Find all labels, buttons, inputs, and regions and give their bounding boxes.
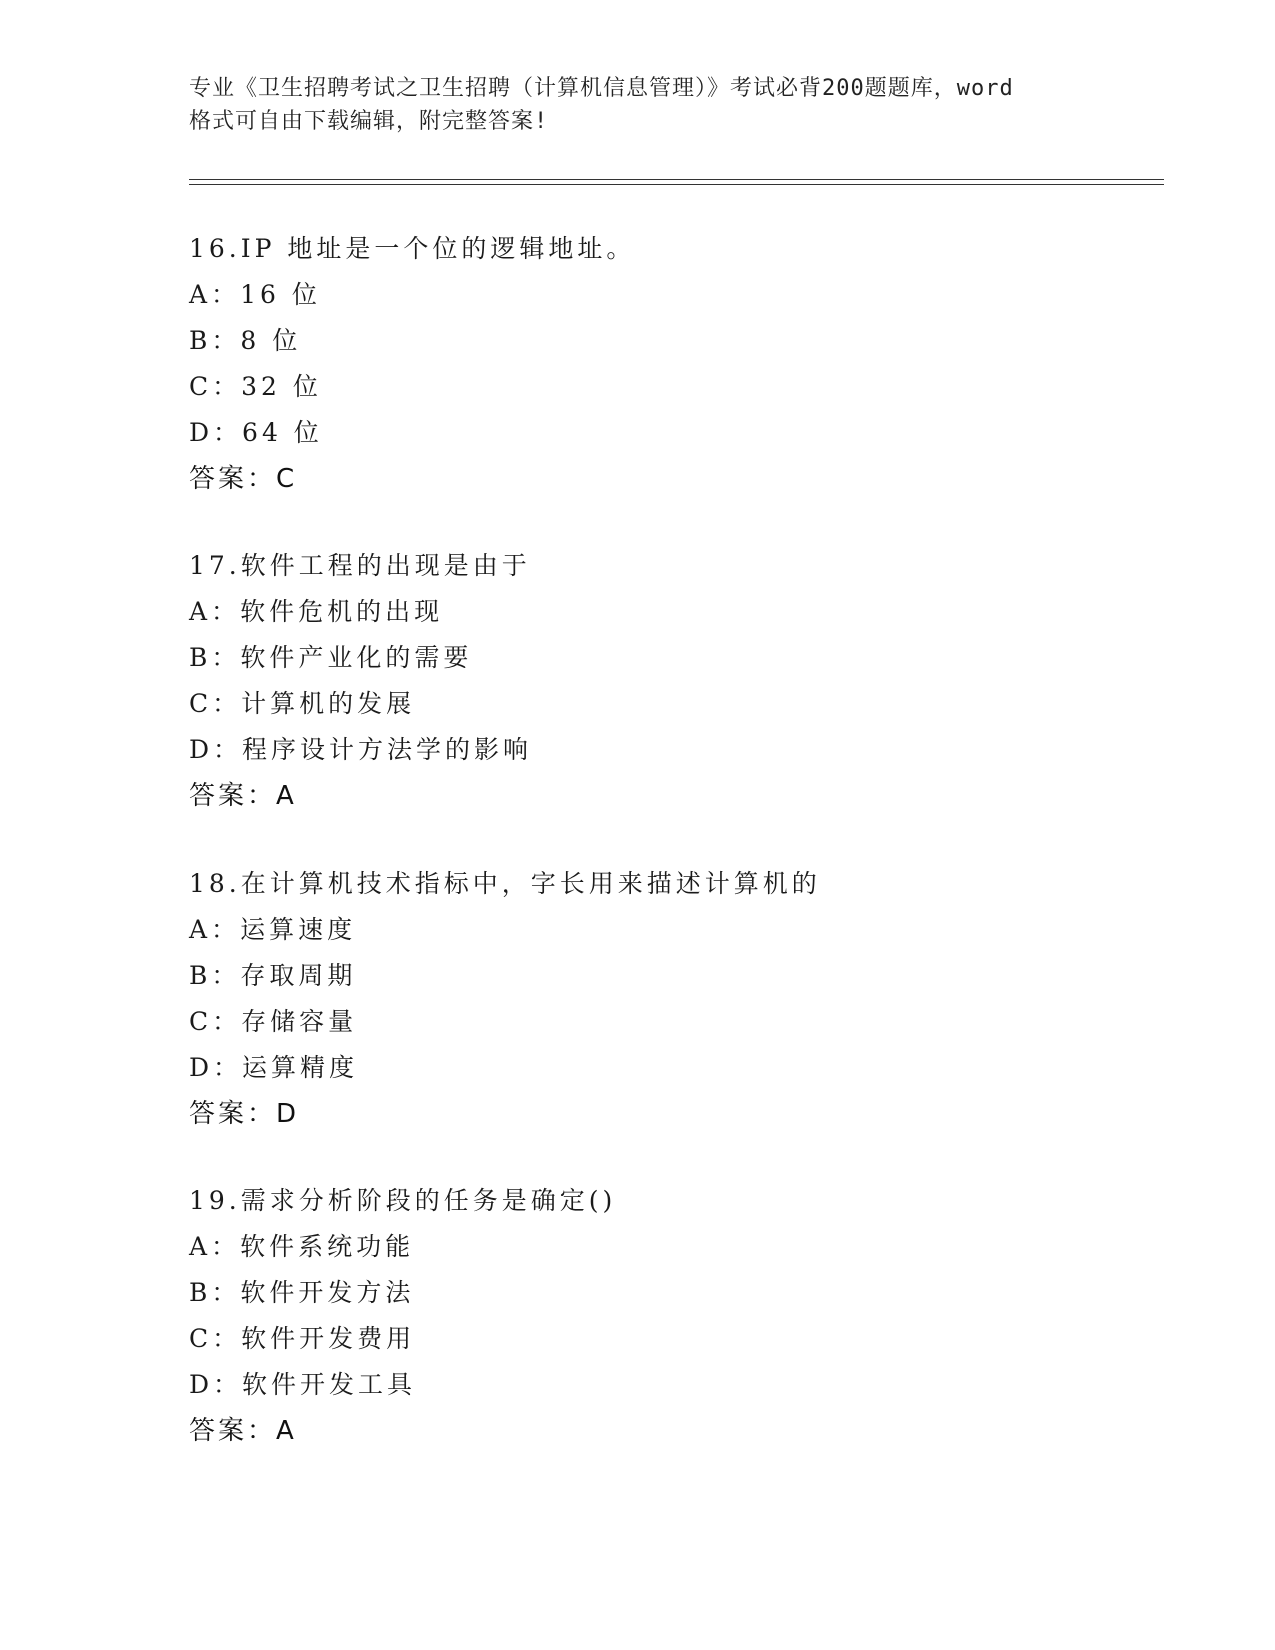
option-text: 软件开发方法 bbox=[240, 1278, 415, 1307]
option-b bbox=[189, 635, 1149, 681]
option-d bbox=[189, 727, 1149, 773]
option-text: 16 位 bbox=[240, 280, 321, 309]
option-key: C： bbox=[189, 1007, 242, 1036]
answer-line: 答案：A bbox=[189, 781, 297, 811]
option-key: A： bbox=[189, 280, 241, 309]
option-key: A： bbox=[189, 1232, 241, 1261]
option-text: 软件产业化的需要 bbox=[240, 643, 473, 672]
header-line-1: 专业《卫生招聘考试之卫生招聘（计算机信息管理）》考试必背200题题库，word bbox=[189, 76, 1014, 101]
answer-line: 答案：D bbox=[189, 1099, 300, 1129]
option-key: D： bbox=[189, 1370, 243, 1399]
option-text: 运算速度 bbox=[240, 915, 357, 944]
option-key: C： bbox=[189, 372, 242, 401]
option-b bbox=[189, 318, 1149, 364]
option-text: 存取周期 bbox=[240, 961, 357, 990]
question-stem: 16.IP 地址是一个位的逻辑地址。 bbox=[189, 234, 636, 263]
option-key: D： bbox=[189, 418, 243, 447]
option-text: 软件危机的出现 bbox=[240, 597, 444, 626]
option-b bbox=[189, 1270, 1149, 1316]
option-key: C： bbox=[189, 1324, 242, 1353]
option-text: 运算精度 bbox=[242, 1053, 359, 1082]
option-text: 32 位 bbox=[241, 372, 322, 401]
option-a bbox=[189, 907, 1149, 953]
option-text: 8 位 bbox=[240, 326, 302, 355]
option-key: D： bbox=[189, 1053, 243, 1082]
question-stem: 17.软件工程的出现是由于 bbox=[189, 551, 531, 580]
question-stem: 18.在计算机技术指标中，字长用来描述计算机的 bbox=[189, 869, 821, 898]
header-divider-top bbox=[189, 179, 1164, 180]
option-text: 程序设计方法学的影响 bbox=[242, 735, 533, 764]
question-19 bbox=[189, 1178, 1149, 1454]
option-text: 计算机的发展 bbox=[241, 689, 416, 718]
header-line-2: 格式可自由下载编辑，附完整答案! bbox=[189, 109, 549, 134]
option-d bbox=[189, 410, 1149, 456]
option-key: B： bbox=[189, 1278, 241, 1307]
option-a bbox=[189, 272, 1149, 318]
option-text: 软件系统功能 bbox=[240, 1232, 415, 1261]
option-key: A： bbox=[189, 915, 241, 944]
option-c bbox=[189, 1316, 1149, 1362]
question-18 bbox=[189, 861, 1149, 1137]
option-text: 64 位 bbox=[242, 418, 323, 447]
option-c bbox=[189, 999, 1149, 1045]
option-c bbox=[189, 681, 1149, 727]
option-c bbox=[189, 364, 1149, 410]
option-key: C： bbox=[189, 689, 242, 718]
option-a bbox=[189, 589, 1149, 635]
question-stem: 19.需求分析阶段的任务是确定() bbox=[189, 1186, 617, 1215]
option-d bbox=[189, 1045, 1149, 1091]
question-17 bbox=[189, 543, 1149, 819]
option-b bbox=[189, 953, 1149, 999]
document-header bbox=[189, 72, 1129, 138]
option-key: D： bbox=[189, 735, 243, 764]
option-text: 软件开发工具 bbox=[242, 1370, 417, 1399]
question-16 bbox=[189, 226, 1149, 502]
option-key: B： bbox=[189, 961, 241, 990]
option-key: B： bbox=[189, 643, 241, 672]
header-divider-bottom bbox=[189, 184, 1164, 185]
option-key: B： bbox=[189, 326, 241, 355]
option-a bbox=[189, 1224, 1149, 1270]
option-d bbox=[189, 1362, 1149, 1408]
option-text: 存储容量 bbox=[241, 1007, 358, 1036]
answer-line: 答案：A bbox=[189, 1416, 297, 1446]
option-text: 软件开发费用 bbox=[241, 1324, 416, 1353]
option-key: A： bbox=[189, 597, 241, 626]
answer-line: 答案：C bbox=[189, 464, 298, 494]
